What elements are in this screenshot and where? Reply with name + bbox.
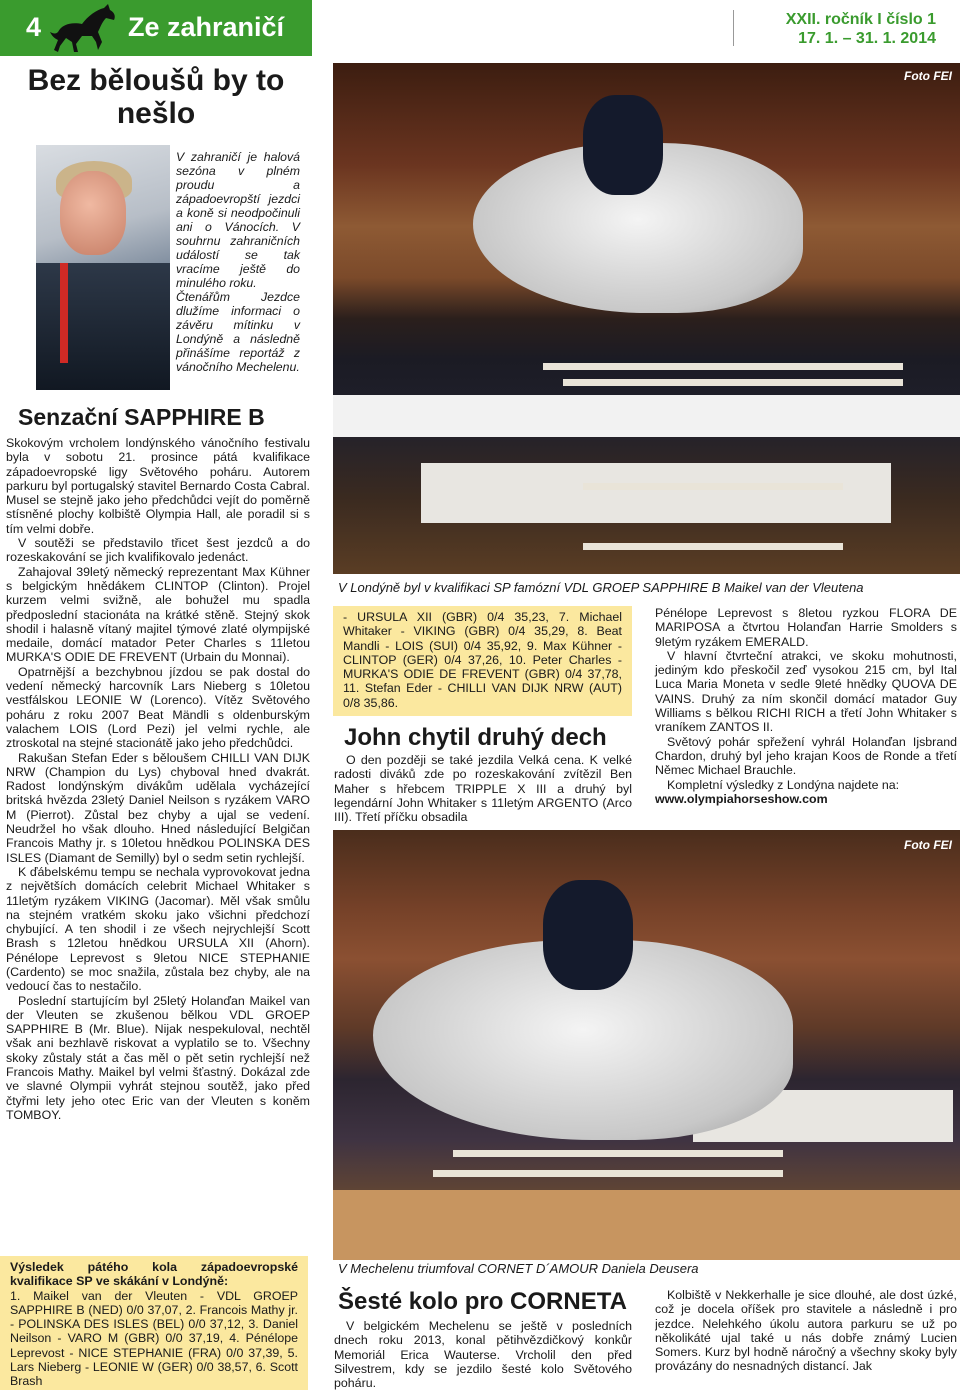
website-link[interactable]: www.olympiahorseshow.com <box>655 791 828 806</box>
issue-dates: 17. 1. – 31. 1. 2014 <box>798 30 936 47</box>
author-portrait <box>36 145 170 390</box>
body-paragraph: Opatrnější a bezchybnou jízdou se pak dostal do vedení německý harcovník Lars Nieberg s 10letou vestfálskou LEONIE W (Lorenco). Vítěz Světového poháru z roku 2007 Beat Mändli s oldenburským valachem LOIS (Lord Pezi) jel velmi rychle, ale ztroskotal na stejné stacionátě jako jeho předchůdci. <box>6 664 310 751</box>
body-paragraph: V hlavní čtvrteční atrakci, ve skoku mohutnosti, jediným kdo přeskočil zeď vysokou 215 cm, byl Ital Luca Maria Moneta v sedle 9leté hnědky QUOVA DE VAINS. Druhý za ním skončil domácí matador Guy Williams s bělkou RICHI RICH a třetí John Whitaker s vraníkem ZANTOS II. <box>655 648 957 735</box>
right-column-text <box>655 1288 957 1392</box>
body-paragraph: Pénélope Leprevost s 8letou ryzkou FLORA DE MARIPOSA a čtvrtou Holanďan Harrie Smolders s 9letým ryzákem EMERALD. <box>655 606 957 649</box>
results-box-continued <box>333 606 632 716</box>
results-box-title: Výsledek pátého kola západoevropské kvalifikace SP ve skákání v Londýně: <box>10 1260 298 1289</box>
intro-paragraph: V zahraničí je halová sezóna v plném proudu a západoevropští jezdci a koně si neodpočinuli ani o Vánocích. V souhrnu zahraničních událostí se tak vracíme ještě do minulého roku. <box>176 150 300 290</box>
issue-info <box>786 10 936 48</box>
page-number: 4 <box>26 12 42 42</box>
photo-credit: Foto FEI <box>904 838 952 852</box>
body-paragraph: Světový pohár spřežení vyhrál Holanďan Ijsbrand Chardon, druhý byl jeho krajan Koos de Ronde a třetí Němec Michael Brauchle. <box>655 734 957 778</box>
body-paragraph: V soutěži se představilo třicet šest jezdců a do rozeskakování se jich kvalifikovalo jedenáct. <box>6 536 310 565</box>
body-paragraph: Zahajoval 39letý německý reprezentant Max Kühner s belgickým hnědákem CLINTOP (Clinton). Projel kurzem velmi svižně, ale bohužel mu spadla předposlední stacionáta na krátké stěně. Stejný skok shodil i halasně vítaný majitel týmové zlaté olympijské medaile, domácí matador Peter Charles s 11letou MURKA'S ODIE DE FREVENT (Urbain du Monnai). <box>6 564 310 665</box>
body-paragraph: Kolbiště v Nekkerhalle je sice dlouhé, ale dost úzké, což je docela oříšek pro stavitele a následně i pro jezdce. Nelehkého úkolu autora parkuru se už po několikáté ujal také u nás dobře známý Lucien Somers. Kurz byl hodně náročný a všechny skoky byly provázány do nesnadných distancí. Jak <box>655 1288 957 1374</box>
body-paragraph: K ďábelskému tempu se nechala vyprovokovat jedna z největších domácích celebrit Michael Whitaker s 11letým ryzákem VIKING (Jacomar). Měl však smůlu na stejném vratkém skoku jako všichni předchozí chybující. A ten shodil i ze všech nejrychlejší Scott Brash s 12letou hnědkou URSULA XII (Ahorn). Pénélope Leprevost s 9letou NICE STEPHANIE (Cardento) se moc snažila, zůstala bez chyby, ale na vedoucí čas to nestačilo. <box>6 864 310 994</box>
body-paragraph: Kompletní výsledky z Londýna najdete na: <box>667 777 900 792</box>
results-box-text: - URSULA XII (GBR) 0/4 35,23, 7. Michael Whitaker - VIKING (GBR) 0/4 35,29, 8. Beat Mandli - LOIS (SUI) 0/4 35,92, 9. Max Kühner - CLINTOP (GER) 0/4 37,26, 10. Peter Charles - MURKA'S ODIE DE FREVENT (GBR) 0/4 37,78, 11. Stefan Eder - CHILLI VAN DIJK NRW (AUT) 0/8 35,86. <box>343 610 622 710</box>
arena-floor <box>333 1190 960 1260</box>
rider-figure <box>543 880 633 990</box>
header-divider <box>733 10 734 46</box>
body-paragraph: Skokovým vrcholem londýnského vánočního festivalu byla v sobotu 21. prosince pátá kvalifikace západoevropské ligy Světového poháru. Autorem parkuru byl portugalský stavitel Bernardo Costa Cabral. Musel se stejně jako jeho předchůdci vejít do poměrně stísněné plochy kolbiště Olympia Hall, ale poradil si s tím velmi dobře. <box>6 436 310 536</box>
intro-paragraph: Čtenářům Jezdce dlužíme informaci o závěru mítinku v Londýně a následně přinášíme reportáž z vánočního Mechelenu. <box>176 290 300 374</box>
body-paragraph: V belgickém Mechelenu se ještě v posledních dnech roku 2013, konal pětihvězdičkový konkůr Memoriál Erica Wauterse. Vrcholil den před Silvestrem, kdy se jezdilo šesté kolo Světového poháru. <box>334 1319 632 1391</box>
photo-hoarding <box>333 395 960 437</box>
section-header-bar <box>0 0 312 56</box>
photo-caption: V Mechelenu triumfoval CORNET D´AMOUR Daniela Deusera <box>338 1261 699 1276</box>
body-paragraph: Poslední startujícím byl 25letý Holanďan Maikel van der Vleuten se zkušenou bělkou VDL GROEP SAPPHIRE B (Mr. Blue). Nijak nespekuloval, nechtěl však ani bezhlavě riskovat a vyplatilo se to. Všechny skoky zůstaly stát a čas měl o pět setin rychlejší než Francois Mathy. Maikel byl velmi šťastný. Dokázal zde ve slavné Olympii vyhrát stejnou soutěž, jako před čtyřmi lety jeho otec Eric van der Vleuten s koněm TOMBOY. <box>6 993 310 1122</box>
photo-caption: V Londýně byl v kvalifikaci SP famózní VDL GROEP SAPPHIRE B Maikel van der Vleutena <box>338 580 864 595</box>
second-photo <box>333 830 960 1260</box>
photo-hoarding <box>421 463 891 523</box>
rider-figure <box>583 95 663 195</box>
article-intro <box>176 150 300 374</box>
article-headline: Bez běloušů by to nešlo <box>27 64 285 130</box>
results-box <box>0 1256 308 1390</box>
body-paragraph: O den později se také jezdila Velká cena. K velké radosti diváků zde po rozeskakování zvítězil Ben Maher s hřebcem TRIPPLE X III a druhý byl legendární John Whitaker s 11letým ARGENTO (Arco III). Třetí příčku obsadila <box>334 753 632 825</box>
right-column-text <box>655 606 957 806</box>
section-title: Ze zahraničí <box>128 12 285 42</box>
section-heading: John chytil druhý dech <box>344 724 607 751</box>
section-heading: Šesté kolo pro CORNETA <box>338 1288 627 1315</box>
section-heading: Senzační SAPPHIRE B <box>18 404 265 430</box>
section-body <box>334 753 632 824</box>
results-box-text: 1. Maikel van der Vleuten - VDL GROEP SAPPHIRE B (NED) 0/0 37,07, 2. Francois Mathy jr. - POLINSKA DES ISLES (BEL) 0/0 37,12, 3. Daniel Neilson - VARO M (GBR) 0/0 37,19, 4. Pénélope Leprevost - NICE STEPHANIE (FRA) 0/0 37,39, 5. Lars Nieberg - LEONIE W (GER) 0/0 38,57, 6. Scott Brash <box>10 1288 298 1389</box>
issue-volume: XXII. ročník I číslo 1 <box>785 11 936 28</box>
photo-credit: Foto FEI <box>904 69 952 83</box>
section-body <box>334 1319 632 1390</box>
section-body <box>6 436 310 1254</box>
main-photo <box>333 63 960 574</box>
body-paragraph: Rakušan Stefan Eder s běloušem CHILLI VAN DIJK NRW (Champion du Lys) chyboval hned dvakrát. Radost londýnským divákům udělala vycházející britská hvězda 23letý Daniel Neilson s ryzákem VARO M (Pierrot). Zůstal bez chyby a ujal se vedení. Neudržel ho však dlouho. Hned následující Belgičan Francois Mathy jr. s 10letou hnědkou POLINSKA DES ISLES (Diamant de Semilly) byl o sedm setin rychlejší. <box>6 750 310 865</box>
horse-logo-icon <box>48 2 120 54</box>
